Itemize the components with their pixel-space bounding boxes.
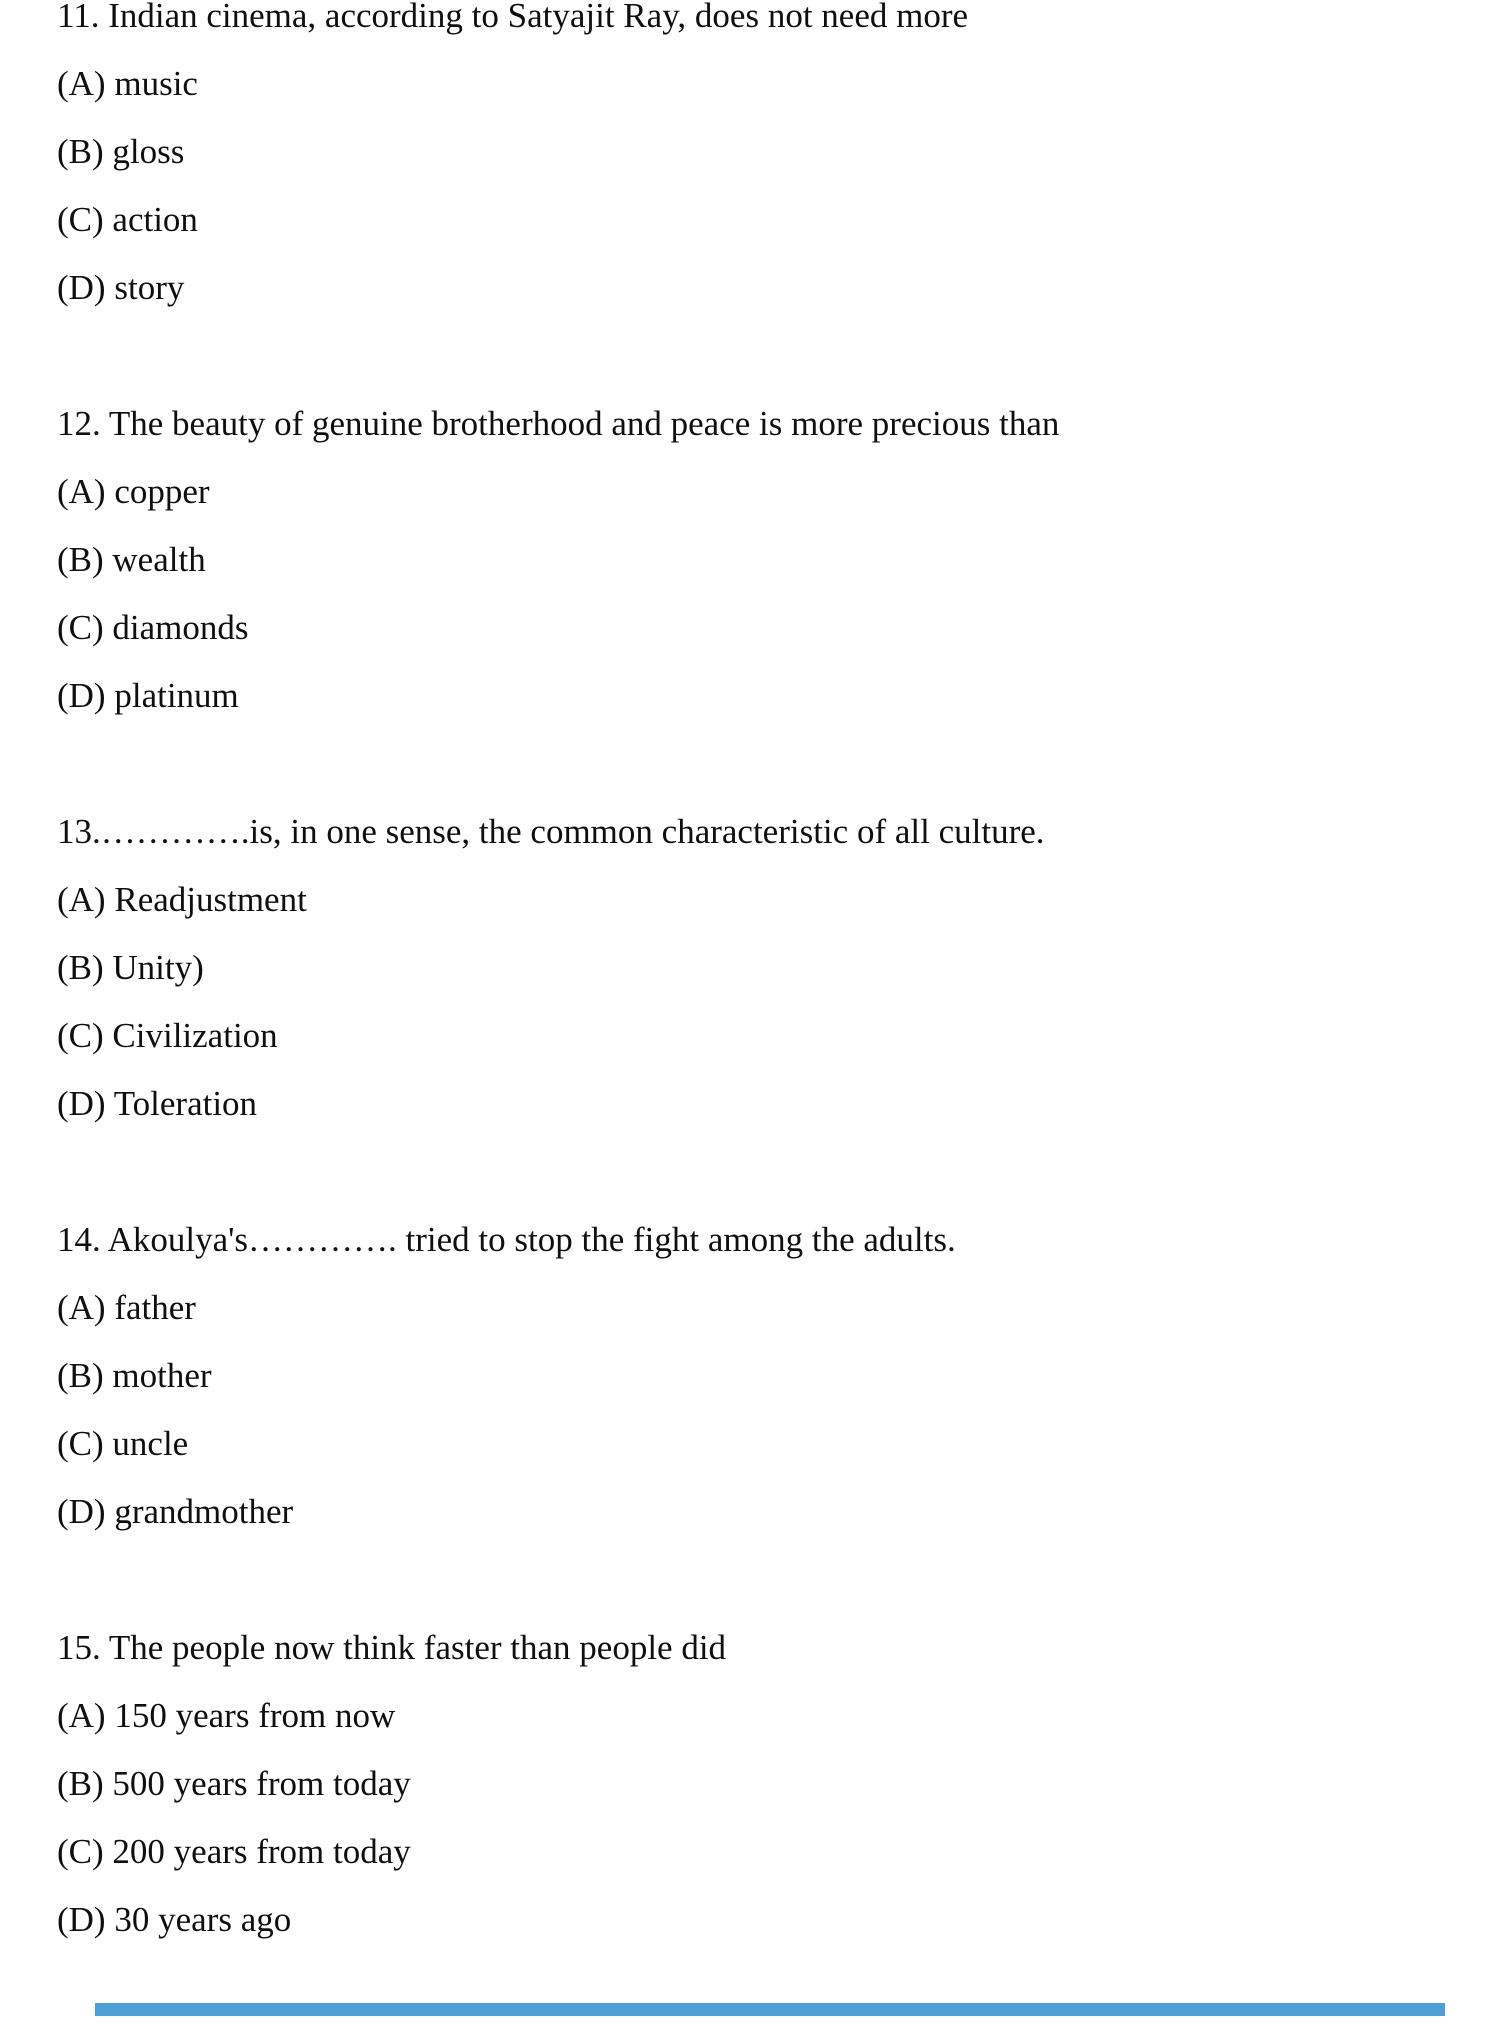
question-block [57,390,1505,730]
question-prompt [57,0,1505,50]
question-prompt [57,1206,1505,1274]
option-label: (C) [57,1016,104,1055]
question-block [57,0,1505,322]
option-text: copper [114,472,210,511]
option-text: wealth [112,540,206,579]
option-row [57,1682,1505,1750]
option-text: 150 years from now [114,1696,396,1735]
question-text: The people now think faster than people did [108,1628,727,1667]
question-block [57,1206,1505,1546]
option-label: (A) [57,880,106,919]
option-row [57,934,1505,1002]
option-text: Toleration [113,1084,258,1123]
question-number: 15. [57,1628,101,1667]
option-label: (D) [57,268,106,307]
option-label: (C) [57,608,104,647]
option-row [57,50,1505,118]
option-text: Readjustment [114,880,307,919]
option-row [57,186,1505,254]
option-row [57,1342,1505,1410]
question-number: 14. [57,1220,101,1259]
option-label: (B) [57,1356,104,1395]
question-text: The beauty of genuine brotherhood and peace is more precious than [108,404,1060,443]
option-text: 30 years ago [114,1900,292,1939]
option-row [57,1070,1505,1138]
option-label: (C) [57,1424,104,1463]
option-label: (A) [57,1288,106,1327]
option-label: (B) [57,948,104,987]
question-block [57,798,1505,1138]
option-text: Unity) [112,948,204,987]
option-row [57,254,1505,322]
question-number: 12. [57,404,101,443]
option-label: (D) [57,1900,106,1939]
question-text: Indian cinema, according to Satyajit Ray, does not need more [108,0,969,35]
question-text: Akoulya's…………. tried to stop the fight among the adults. [107,1220,956,1259]
option-text: diamonds [112,608,249,647]
option-row [57,662,1505,730]
option-text: action [112,200,198,239]
option-row [57,1002,1505,1070]
option-row [57,118,1505,186]
option-row [57,1750,1505,1818]
option-label: (B) [57,540,104,579]
option-text: 500 years from today [112,1764,411,1803]
option-row [57,1410,1505,1478]
option-row [57,1886,1505,1954]
question-block [57,1614,1505,1954]
option-label: (C) [57,200,104,239]
option-label: (A) [57,472,106,511]
question-number: 13. [57,812,101,851]
question-prompt [57,1614,1505,1682]
option-row [57,1274,1505,1342]
option-text: father [114,1288,196,1327]
option-text: uncle [112,1424,189,1463]
option-row [57,1478,1505,1546]
option-row [57,594,1505,662]
option-text: story [114,268,185,307]
option-label: (B) [57,132,104,171]
option-text: mother [112,1356,212,1395]
bottom-partial-element [95,2003,1445,2016]
question-prompt [57,798,1505,866]
option-text: 200 years from today [112,1832,411,1871]
option-row [57,866,1505,934]
question-prompt [57,390,1505,458]
option-text: music [114,64,198,103]
option-text: platinum [114,676,239,715]
option-label: (A) [57,64,106,103]
option-label: (D) [57,1492,106,1531]
option-text: gloss [112,132,185,171]
option-label: (C) [57,1832,104,1871]
option-label: (D) [57,676,106,715]
option-row [57,458,1505,526]
option-text: grandmother [114,1492,294,1531]
option-label: (A) [57,1696,106,1735]
option-text: Civilization [112,1016,278,1055]
option-label: (D) [57,1084,106,1123]
option-row [57,1818,1505,1886]
question-text: ………….is, in one sense, the common characteristic of all culture. [100,812,1045,851]
option-row [57,526,1505,594]
option-label: (B) [57,1764,104,1803]
question-number: 11. [57,0,100,35]
